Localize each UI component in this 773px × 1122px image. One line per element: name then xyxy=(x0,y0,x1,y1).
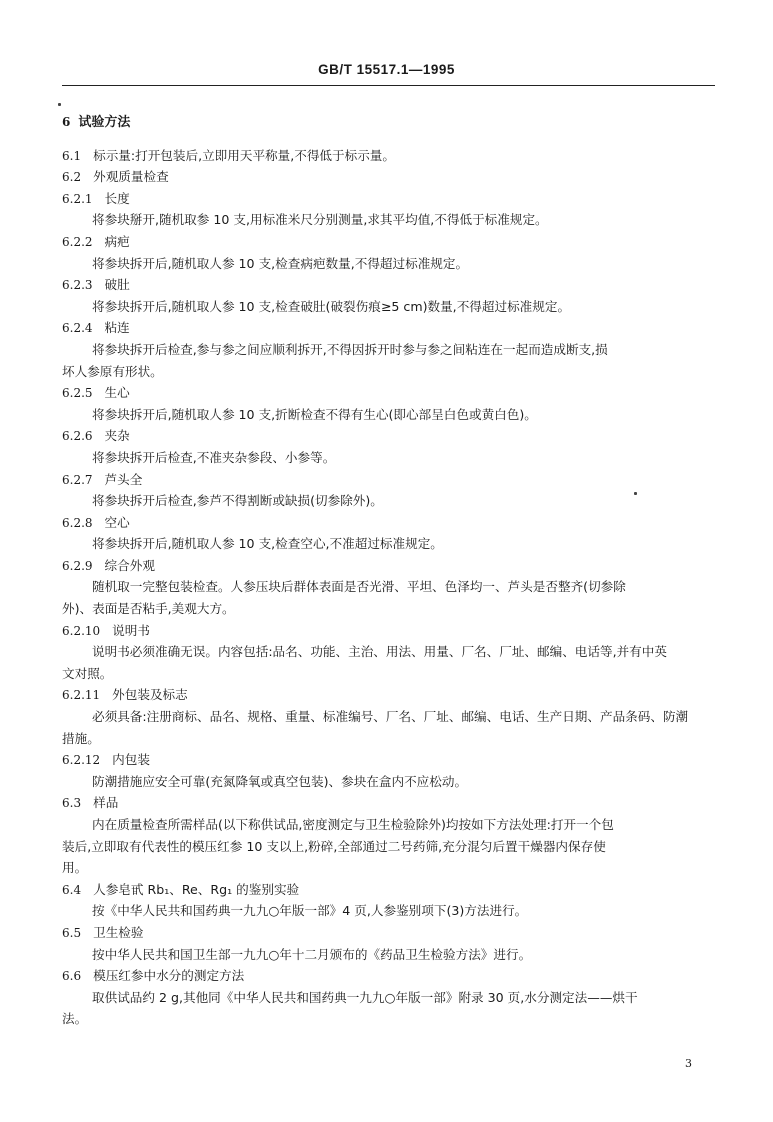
header-rule xyxy=(62,85,715,86)
clause-heading xyxy=(62,555,722,577)
clause-heading xyxy=(62,620,722,642)
clause-heading xyxy=(62,512,722,534)
clause-number: 6.1 xyxy=(62,148,82,163)
clause-text-continued: 措施。 xyxy=(62,730,100,746)
clause-heading xyxy=(62,749,722,771)
clause-number: 6.2.10 xyxy=(62,623,101,638)
clause-number: 6.2.9 xyxy=(62,558,93,573)
clause-title: 样品 xyxy=(93,795,119,811)
clause-text-continued: 装后,立即取有代表性的模压红参 10 支以上,粉碎,全部通过二号药筛,充分混匀后置干燥器内保存使 xyxy=(62,838,606,854)
page-header: GB/T 15517.1—1995 xyxy=(318,62,455,77)
clause-text: 按中华人民共和国卫生部一九九○年十二月颁布的《药品卫生检验方法》进行。 xyxy=(92,946,532,962)
clause-list xyxy=(62,145,722,1030)
clause-heading xyxy=(62,792,722,814)
clause-heading xyxy=(62,188,722,210)
clause-title: 生心 xyxy=(104,385,130,401)
clause-title: 空心 xyxy=(104,514,130,530)
document-body xyxy=(62,112,722,1030)
clause-text: 将参块拆开后,随机取人参 10 支,折断检查不得有生心(即心部呈白色或黄白色)。 xyxy=(92,406,537,422)
clause-title: 病疤 xyxy=(104,233,130,249)
clause-number: 6.2.1 xyxy=(62,191,93,206)
clause-text-continued: 法。 xyxy=(62,1011,88,1027)
clause-heading xyxy=(62,684,722,706)
clause-title: 说明书 xyxy=(112,622,150,638)
clause-title: 长度 xyxy=(104,190,130,206)
page-number: 3 xyxy=(685,1057,692,1070)
clause-title: 卫生检验 xyxy=(93,924,144,940)
clause-text-continued: 外)、表面是否粘手,美观大方。 xyxy=(62,601,235,617)
clause-number: 6.5 xyxy=(62,925,82,940)
clause-heading xyxy=(62,145,722,167)
clause-heading xyxy=(62,274,722,296)
clause-number: 6.2.3 xyxy=(62,278,93,293)
clause-heading xyxy=(62,425,722,447)
clause-number: 6.2.8 xyxy=(62,515,93,530)
clause-title: 夹杂 xyxy=(104,428,130,444)
clause-number: 6.2 xyxy=(62,170,82,185)
clause-number: 6.2.2 xyxy=(62,234,93,249)
clause-text: 按《中华人民共和国药典一九九○年版一部》4 页,人参鉴别项下(3)方法进行。 xyxy=(92,903,528,919)
clause-heading xyxy=(62,965,722,987)
clause-number: 6.6 xyxy=(62,969,82,984)
clause-title: 标示量:打开包装后,立即用天平称量,不得低于标示量。 xyxy=(93,147,395,163)
clause-text: 将参块拆开后,随机取人参 10 支,检查病疤数量,不得超过标准规定。 xyxy=(92,255,469,271)
clause-text: 随机取一完整包装检查。人参压块后群体表面是否光滑、平坦、色泽均一、芦头是否整齐(切参除 xyxy=(92,579,626,595)
clause-text-continued: 坏人参原有形状。 xyxy=(62,363,163,379)
clause-number: 6.3 xyxy=(62,796,82,811)
clause-text: 内在质量检查所需样品(以下称供试品,密度测定与卫生检验除外)均按如下方法处理:打开一个包 xyxy=(92,817,614,832)
clause-text-continued: 用。 xyxy=(62,860,88,876)
clause-heading xyxy=(62,469,722,491)
clause-text: 将参块拆开后,随机取人参 10 支,检查破肚(破裂伤痕≥5 cm)数量,不得超过标准规定。 xyxy=(92,298,571,314)
clause-number: 6.2.7 xyxy=(62,472,93,487)
clause-text: 将参块拆开后,随机取人参 10 支,检查空心,不准超过标准规定。 xyxy=(92,536,443,552)
clause-title: 综合外观 xyxy=(104,557,155,573)
clause-text: 将参块拆开后检查,参与参之间应顺利拆开,不得因拆开时参与参之间粘连在一起而造成断支,损 xyxy=(92,341,608,357)
clause-number: 6.2.5 xyxy=(62,386,93,401)
scan-speck xyxy=(58,103,61,106)
clause-title: 模压红参中水分的测定方法 xyxy=(93,968,245,984)
clause-text: 必须具备:注册商标、品名、规格、重量、标准编号、厂名、厂址、邮编、电话、生产日期、产品条码、防潮 xyxy=(92,709,689,725)
clause-heading xyxy=(62,382,722,404)
clause-title: 外观质量检查 xyxy=(93,169,169,185)
clause-title: 破肚 xyxy=(104,277,130,293)
clause-heading xyxy=(62,317,722,339)
clause-text: 说明书必须准确无误。内容包括:品名、功能、主治、用法、用量、厂名、厂址、邮编、电话等,并有中英 xyxy=(92,644,667,660)
clause-title: 芦头全 xyxy=(104,471,143,487)
clause-text: 防潮措施应安全可靠(充氮降氧或真空包装)、参块在盒内不应松动。 xyxy=(92,773,468,789)
clause-text: 取供试品约 2 g,其他同《中华人民共和国药典一九九○年版一部》附录 30 页,水分测定法——烘干 xyxy=(92,989,638,1005)
clause-text: 将参块掰开,随机取参 10 支,用标准米尺分别测量,求其平均值,不得低于标准规定。 xyxy=(92,212,548,228)
section-heading xyxy=(62,112,722,134)
clause-text-continued: 文对照。 xyxy=(62,665,113,681)
clause-number: 6.2.12 xyxy=(62,753,101,768)
clause-heading xyxy=(62,231,722,253)
clause-number: 6.2.6 xyxy=(62,429,93,444)
clause-text: 将参块拆开后检查,不准夹杂参段、小参等。 xyxy=(92,449,336,465)
clause-heading xyxy=(62,166,722,188)
section-title: 试验方法 xyxy=(78,115,131,130)
section-number: 6 xyxy=(62,115,71,129)
clause-title: 内包装 xyxy=(112,752,150,768)
clause-number: 6.4 xyxy=(62,882,82,897)
clause-heading xyxy=(62,879,722,901)
clause-text: 将参块拆开后检查,参芦不得割断或缺损(切参除外)。 xyxy=(92,493,383,509)
clause-heading xyxy=(62,922,722,944)
clause-number: 6.2.11 xyxy=(62,688,101,703)
clause-title: 人参皂甙 Rb₁、Re、Rg₁ 的鉴别实验 xyxy=(93,881,300,897)
clause-title: 粘连 xyxy=(104,320,130,336)
clause-title: 外包装及标志 xyxy=(112,687,188,703)
clause-number: 6.2.4 xyxy=(62,321,93,336)
